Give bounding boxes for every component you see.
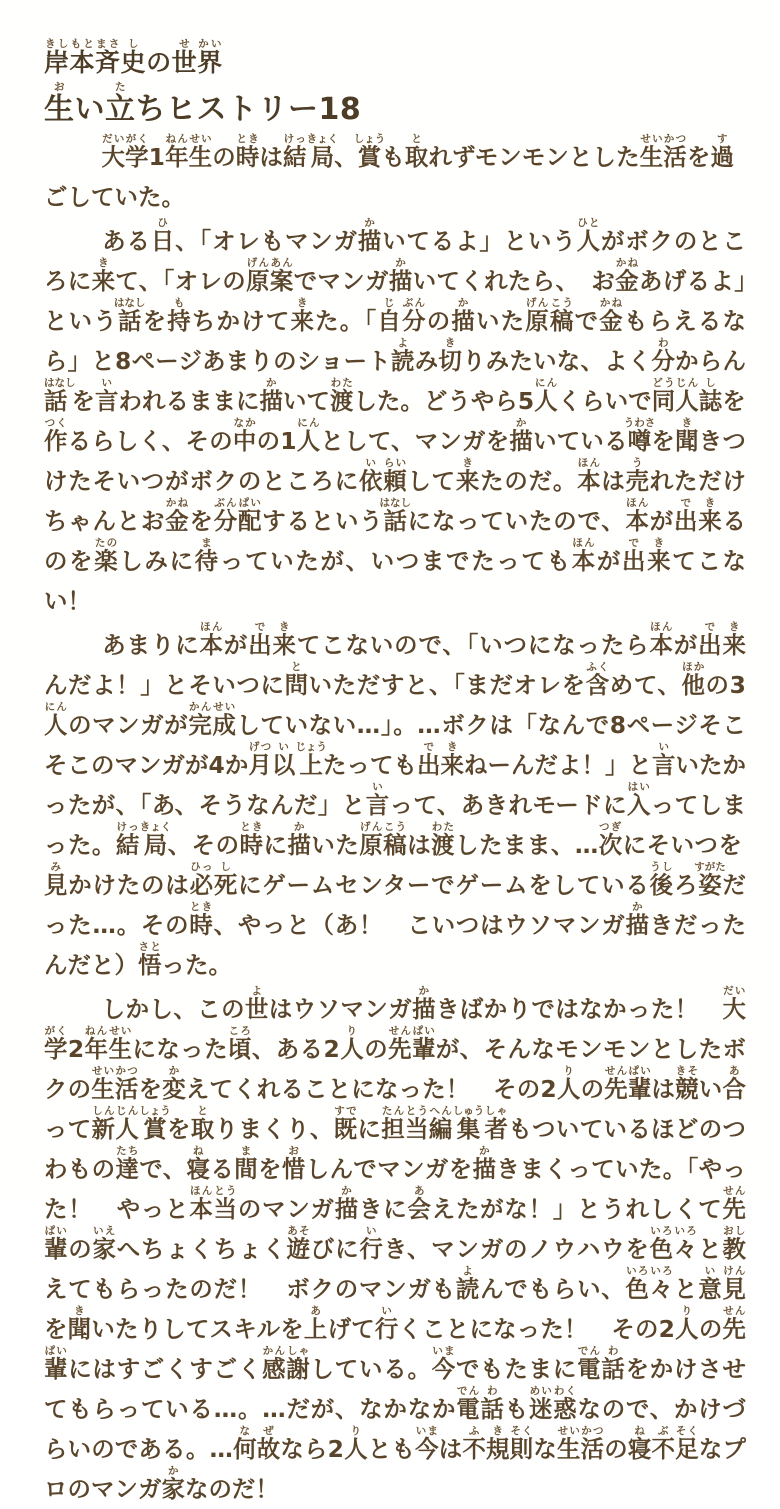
page-title: 生おい立たちヒストリー18 <box>44 80 362 127</box>
article-body <box>44 133 746 1509</box>
paragraph-4: しかし、この世よはウソマンガ描かきばかりではなかった！ 大だい学がく2年ねん生せいになった頃ころ、ある2人りの先せん輩ぱいが、そんなモンモンとしたボクの生せい活かつを変かえてくれることになった！ その2人りの先せん輩ぱいは競きそい合あって新しん人じん賞しょうを取とりまくり、既すでに担たん当とう編へん集しゅう者しゃもついているほどのつわもの達たちで、寝ねる間まを惜おしんでマンガを描かきまくっていた。「やった！ やっと本ほん当とうのマンガ描かきに会あえたがな！」とうれしくて先せん輩ぱいの家いえへちょくちょく遊あそびに行いき、マンガのノウハウを色いろ々いろと教おしえてもらったのだ！ ボクのマンガも読よんでもらい、色いろ々いろと意い見けんを聞きいたりしてスキルを上あげて行いくことになった！ その2人りの先せん輩ぱいにはすごくすごく感かん謝しゃしている。今いまでもたまに電でん話わをかけさせてもらっている…。…だが、なかなか電でん話わも迷めい惑わくなので、かけづらいのである。…何な故ぜなら2人りとも今いまは不ふ規き則そくな生せい活かつの寝ね不ぶ足そくなプロのマンガ家かなのだ！ <box>44 985 747 1503</box>
paragraph-3: あまりに本ほんが出で来きてこないので、「いつになったら本ほんが出で来きんだよ！」とそいつに問といただすと、「まだオレを含ふくめて、他ほかの3人にんのマンガが完かん成せいしていない…」。…ボクは「なんで8ページそこそこのマンガが4か月げつ以い上じょうたっても出で来きねーんだよ！」と言いいたかったが、「あ、そうなんだ」と言いって、あきれモードに入はいってしまった。結けっ局きょく、その時ときに描かいた原げん稿こうは渡わたしたまま、…次つぎにそいつを見みかけたのは必ひっ死しにゲームセンターでゲームをしている後うしろ姿すがただった…。その時とき、やっと（あ！ こいつはウソマンガ描かきだったんだと）悟さとった。 <box>44 621 747 979</box>
paragraph-1: 大だい学がく1年ねん生せいの時ときは結けっ局きょく、賞しょうも取とれずモンモンとした生せい活かつを過すごしていた。 <box>44 133 734 211</box>
series-label: 岸きし本もと斉まさ史しの世せ界かい <box>44 38 223 77</box>
paragraph-2: ある日ひ、「オレもマンガ描かいてるよ」という人ひとがボクのところに来きて、「オレの原げん案あんでマンガ描かいてくれたら、 お金かねあげるよ」という話はなしを持もちかけて来きた。「自じ分ぶんの描かいた原げん稿こうで金かねもらえるなら」と8ページあまりのショート読よみ切きりみたいな、よく分わからん話はなしを言いわれるままに描かいて渡わたした。どうやら5人にんくらいで同どう人じん誌しを作つくるらしく、その中なかの1人にんとして、マンガを描かいている噂うわさを聞ききつけたそいつがボクのところに依い頼らいして来きたのだ。本ほんは売うれただけちゃんとお金かねを分ぶん配ぱいするという話はなしになっていたので、本ほんが出で来きるのを楽たのしみに待まっていたが、いつまでたっても本ほんが出で来きてこない！ <box>44 217 747 615</box>
